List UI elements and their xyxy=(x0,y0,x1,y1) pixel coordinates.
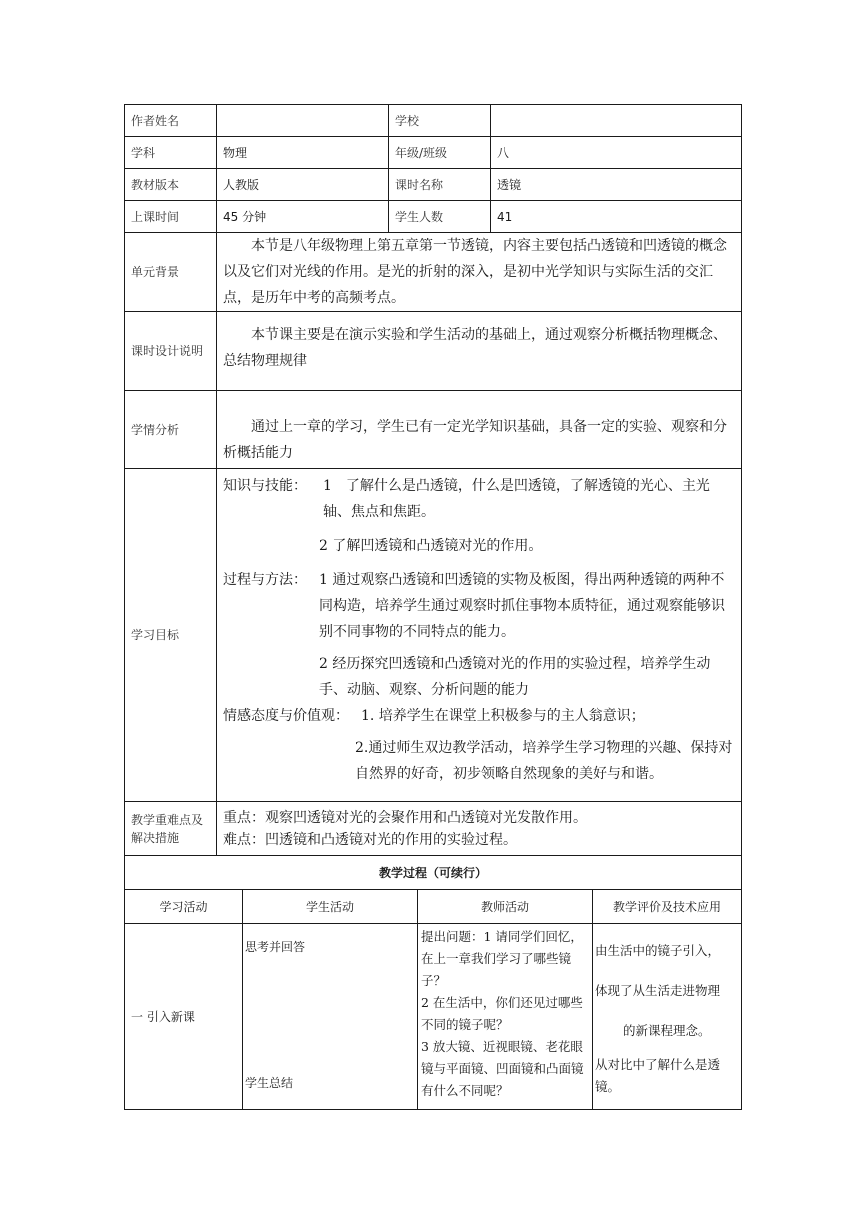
knowledge-item-2: 2 了解凹透镜和凸透镜对光的作用。 xyxy=(319,538,543,554)
students-value: 41 xyxy=(491,201,742,233)
header-activity: 学习活动 xyxy=(125,890,243,924)
analysis-label: 学情分析 xyxy=(125,391,217,469)
evaluation-line-4: 从对比中了解什么是透镜。 xyxy=(595,1057,721,1094)
lesson-label: 课时名称 xyxy=(389,169,491,201)
info-table xyxy=(124,104,742,856)
process-title: 过程与方法： xyxy=(223,572,307,588)
emotion-title: 情感态度与价值观： xyxy=(223,708,349,724)
author-value xyxy=(217,105,389,137)
time-label: 上课时间 xyxy=(125,201,217,233)
evaluation-line-2: 体现了从生活走进物理 xyxy=(595,983,721,998)
goals-label: 学习目标 xyxy=(125,469,217,802)
school-label: 学校 xyxy=(389,105,491,137)
evaluation-cell xyxy=(593,924,742,1110)
emotion-item-2: 2.通过师生双边教学活动，培养学生学习物理的兴趣、保持对自然界的好奇，初步领略自然现象的美好与和谐。 xyxy=(355,740,733,782)
lesson-plan-sheet xyxy=(124,104,741,1110)
unit-text: 本节是八年级物理上第五章第一节透镜，内容主要包括凸透镜和凹透镜的概念以及它们对光线的作用。是光的折射的深入，是初中光学知识与实际生活的交汇点，是历年中考的高频考点。 xyxy=(217,233,742,312)
emotion-row xyxy=(223,703,735,729)
school-value xyxy=(491,105,742,137)
knowledge-title: 知识与技能： xyxy=(223,478,307,494)
goals-content xyxy=(217,469,742,802)
emotion-item-1: 1. 培养学生在课堂上积极参与的主人翁意识； xyxy=(361,708,645,724)
evaluation-line-1: 由生活中的镜子引入， xyxy=(595,943,721,958)
key-difficulty: 难点：凹透镜和凸透镜对光的作用的实验过程。 xyxy=(223,831,517,848)
teacher-activity: 提出问题：1 请同学们回忆，在上一章我们学习了哪些镜子？ 2 在生活中，你们还见过哪些不同的镜子呢？ 3 放大镜、近视眼镜、老花眼镜与平面镜、凹面镜和凸面镜有什么不同呢？ xyxy=(418,924,593,1110)
time-value: 45 分钟 xyxy=(217,201,389,233)
author-label: 作者姓名 xyxy=(125,105,217,137)
students-label: 学生人数 xyxy=(389,201,491,233)
design-text: 本节课主要是在演示实验和学生活动的基础上，通过观察分析概括物理概念、总结物理规律 xyxy=(217,312,742,391)
key-content xyxy=(217,802,742,856)
textbook-label: 教材版本 xyxy=(125,169,217,201)
knowledge-item-1: 1 了解什么是凸透镜，什么是凹透镜，了解透镜的光心、主光轴、焦点和焦距。 xyxy=(323,478,710,520)
process-item-1: 1 通过观察凸透镜和凹透镜的实物及板图，得出两种透镜的两种不同构造，培养学生通过观察时抓住事物本质特征，通过观察能够识别不同事物的不同特点的能力。 xyxy=(319,572,725,640)
process-title: 教学过程（可续行） xyxy=(125,856,742,890)
student-activity-a: 思考并回答 xyxy=(245,940,306,954)
activity-intro: 一 引入新课 xyxy=(125,924,243,1110)
unit-label: 单元背景 xyxy=(125,233,217,312)
table-row xyxy=(125,924,742,1110)
grade-value: 八 xyxy=(491,137,742,169)
process-table xyxy=(124,855,742,1110)
lesson-value: 透镜 xyxy=(491,169,742,201)
subject-label: 学科 xyxy=(125,137,217,169)
process-item-2: 2 经历探究凹透镜和凸透镜对光的作用的实验过程，培养学生动手、动脑、观察、分析问题的能力 xyxy=(319,656,711,698)
subject-value: 物理 xyxy=(217,137,389,169)
knowledge-row xyxy=(223,473,735,525)
analysis-text: 通过上一章的学习，学生已有一定光学知识基础，具备一定的实验、观察和分析概括能力 xyxy=(217,391,742,469)
header-teacher: 教师活动 xyxy=(418,890,593,924)
student-activity-b: 学生总结 xyxy=(245,1076,294,1090)
header-evaluation: 教学评价及技术应用 xyxy=(593,890,742,924)
grade-label: 年级/班级 xyxy=(389,137,491,169)
design-label: 课时设计说明 xyxy=(125,312,217,391)
process-row xyxy=(223,567,735,645)
header-student: 学生活动 xyxy=(243,890,418,924)
key-focus: 重点：观察凹透镜对光的会聚作用和凸透镜对光发散作用。 xyxy=(223,809,587,826)
student-activity-cell xyxy=(243,924,418,1110)
key-label: 教学重难点及解决措施 xyxy=(125,802,217,856)
evaluation-line-3: 的新课程理念。 xyxy=(623,1023,711,1038)
textbook-value: 人教版 xyxy=(217,169,389,201)
